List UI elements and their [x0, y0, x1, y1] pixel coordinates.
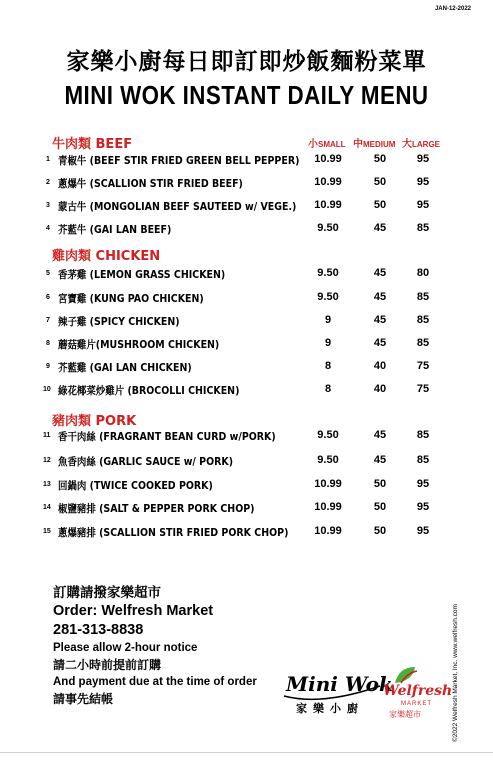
menu-item-row	[0, 198, 493, 218]
price-large: 85	[416, 314, 430, 326]
price-large: 85	[416, 454, 430, 466]
menu-item-row	[0, 428, 493, 448]
price-small: 9.50	[317, 267, 339, 279]
size-header-small: 小SMALL	[308, 139, 346, 150]
item-name: 芥藍雞 (GAI LAN CHICKEN)	[58, 362, 192, 374]
item-name: 蘑菇雞片(MUSHROOM CHICKEN)	[58, 339, 220, 351]
size-header-large: 大LARGE	[402, 139, 440, 150]
welfresh-logo-script: Welfresh	[383, 683, 453, 699]
price-small: 9.50	[317, 429, 339, 441]
welfresh-logo-market: MARKET	[401, 701, 433, 707]
menu-item-row	[0, 477, 493, 497]
item-number: 12	[43, 457, 51, 464]
price-medium: 45	[373, 222, 387, 234]
item-number: 11	[43, 432, 51, 439]
copyright-text: ©2022 Welfresh Market, Inc. www.welfresh.com	[452, 604, 459, 742]
welfresh-logo	[383, 665, 453, 725]
price-large: 95	[416, 153, 430, 165]
item-number: 1	[46, 156, 50, 163]
price-medium: 45	[373, 337, 387, 349]
item-number: 6	[46, 294, 50, 301]
menu-item-row	[0, 453, 493, 473]
order-info	[53, 584, 257, 708]
price-medium: 50	[373, 176, 387, 188]
price-small: 9	[324, 314, 332, 326]
item-name: 辣子雞 (SPICY CHICKEN)	[58, 316, 180, 328]
price-small: 9	[324, 337, 332, 349]
item-number: 7	[46, 317, 50, 324]
price-medium: 50	[373, 153, 387, 165]
menu-item-row	[0, 221, 493, 241]
price-medium: 45	[373, 429, 387, 441]
mini-wok-logo-chinese: 家樂小廚	[296, 702, 364, 715]
item-name: 青椒牛 (BEEF STIR FRIED GREEN BELL PEPPER)	[58, 155, 300, 167]
menu-item-row	[0, 290, 493, 310]
price-medium: 45	[373, 291, 387, 303]
item-number: 3	[46, 202, 50, 209]
menu-item-row	[0, 313, 493, 333]
price-small: 10.99	[314, 501, 342, 513]
item-name: 回鍋肉 (TWICE COOKED PORK)	[58, 480, 213, 492]
price-medium: 40	[373, 360, 387, 372]
price-medium: 45	[373, 314, 387, 326]
price-small: 10.99	[314, 199, 342, 211]
menu-item-row	[0, 152, 493, 172]
mini-wok-logo	[282, 672, 393, 722]
price-large: 85	[416, 222, 430, 234]
price-large: 95	[416, 501, 430, 513]
price-medium: 50	[373, 199, 387, 211]
menu-title-chinese: 家樂小廚每日即訂即炒飯麵粉菜單	[66, 49, 427, 75]
price-medium: 45	[373, 267, 387, 279]
notice-chinese: 請二小時前提前訂購	[53, 658, 162, 672]
menu-item-row	[0, 382, 493, 402]
price-large: 80	[416, 267, 430, 279]
price-large: 75	[416, 383, 430, 395]
price-large: 95	[416, 199, 430, 211]
item-number: 15	[43, 528, 51, 535]
menu-item-row	[0, 266, 493, 286]
price-small: 10.99	[314, 525, 342, 537]
leaf-icon	[393, 665, 419, 685]
item-name: 椒鹽豬排 (SALT & PEPPER PORK CHOP)	[58, 503, 255, 515]
order-line-english: Order: Welfresh Market	[53, 603, 214, 619]
price-small: 9.50	[317, 454, 339, 466]
price-small: 8	[324, 360, 332, 372]
item-name: 蔥爆豬排 (SCALLION STIR FRIED PORK CHOP)	[58, 527, 289, 539]
item-name: 蔥爆牛 (SCALLION STIR FRIED BEEF)	[58, 178, 243, 190]
section-title-pork: 豬肉類 PORK	[52, 414, 137, 429]
item-name: 香干肉絲 (FRAGRANT BEAN CURD w/PORK)	[58, 431, 276, 443]
price-large: 75	[416, 360, 430, 372]
price-small: 10.99	[314, 478, 342, 490]
item-name: 香茅雞 (LEMON GRASS CHICKEN)	[58, 269, 226, 281]
menu-item-row	[0, 175, 493, 195]
payment-chinese: 請事先結帳	[53, 692, 114, 706]
price-large: 85	[416, 291, 430, 303]
item-number: 13	[43, 481, 51, 488]
item-number: 2	[46, 179, 50, 186]
menu-item-row	[0, 500, 493, 520]
item-number: 14	[43, 504, 51, 511]
menu-date: JAN-12-2022	[434, 6, 471, 12]
price-large: 85	[416, 429, 430, 441]
item-name: 蒙古牛 (MONGOLIAN BEEF SAUTEED w/ VEGE.)	[58, 201, 297, 213]
price-medium: 40	[373, 383, 387, 395]
price-large: 85	[416, 337, 430, 349]
price-medium: 50	[373, 525, 387, 537]
price-small: 10.99	[314, 153, 342, 165]
item-number: 5	[46, 270, 50, 277]
item-name: 魚香肉絲 (GARLIC SAUCE w/ PORK)	[58, 456, 234, 468]
price-medium: 45	[373, 454, 387, 466]
item-name: 芥藍牛 (GAI LAN BEEF)	[58, 224, 172, 236]
order-phone: 281-313-8838	[53, 622, 144, 638]
section-title-beef: 牛肉類 BEEF	[52, 137, 133, 152]
menu-item-row	[0, 359, 493, 379]
item-number: 10	[43, 386, 51, 393]
price-large: 95	[416, 176, 430, 188]
price-medium: 50	[373, 501, 387, 513]
item-name: 綠花椰菜炒雞片 (BROCOLLI CHICKEN)	[58, 385, 240, 397]
order-line-chinese: 訂購請撥家樂超市	[53, 585, 161, 601]
item-number: 8	[46, 340, 50, 347]
section-title-chicken: 雞肉類 CHICKEN	[52, 249, 161, 264]
price-small: 8	[324, 383, 332, 395]
menu-item-row	[0, 336, 493, 356]
mini-wok-logo-script: Mini Wok	[286, 672, 393, 696]
item-number: 9	[46, 363, 50, 370]
price-large: 95	[416, 478, 430, 490]
item-number: 4	[46, 225, 50, 232]
price-large: 95	[416, 525, 430, 537]
payment-english: And payment due at the time of order	[53, 676, 257, 688]
welfresh-logo-chinese: 家樂超市	[389, 710, 421, 719]
size-header-medium: 中MEDIUM	[353, 139, 396, 150]
notice-english: Please allow 2-hour notice	[53, 642, 198, 654]
item-name: 宮寶雞 (KUNG PAO CHICKEN)	[58, 293, 204, 305]
price-medium: 50	[373, 478, 387, 490]
menu-title-english: MINI WOK INSTANT DAILY MENU	[64, 80, 429, 110]
price-small: 10.99	[314, 176, 342, 188]
menu-item-row	[0, 524, 493, 544]
price-small: 9.50	[317, 222, 339, 234]
price-small: 9.50	[317, 291, 339, 303]
